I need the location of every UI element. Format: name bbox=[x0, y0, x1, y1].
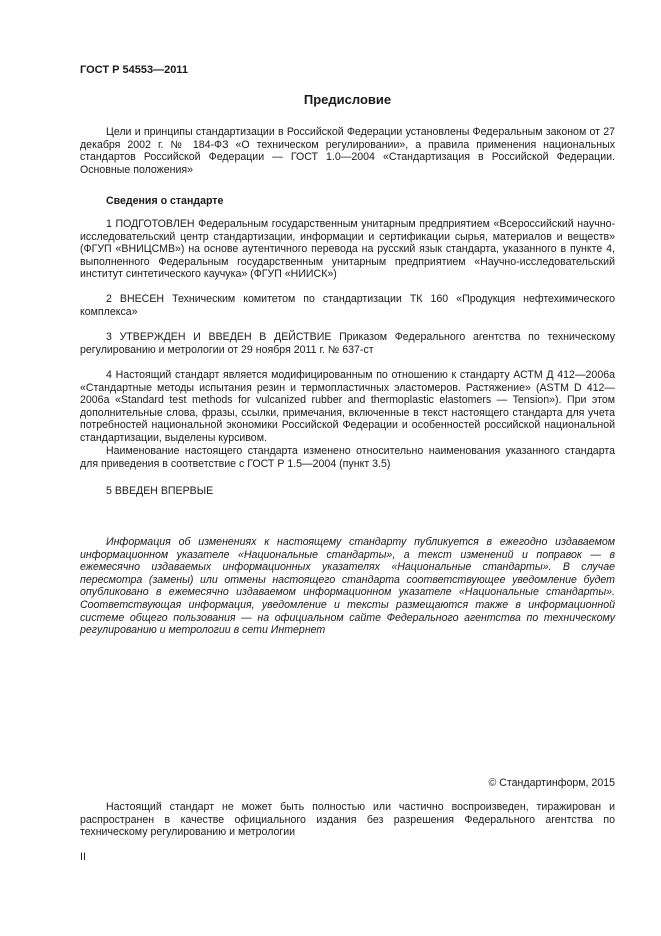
item-4-naming-paragraph: Наименование настоящего стандарта изменено относительно наименования указанного стандарта для приведения в соответствие с ГОСТ Р 1.5—2004 (пункт 3.5) bbox=[80, 445, 615, 470]
section-subheading: Сведения о стандарте bbox=[106, 195, 224, 207]
item-5-paragraph: 5 ВВЕДЕН ВПЕРВЫЕ bbox=[106, 485, 214, 497]
standard-code: ГОСТ Р 54553—2011 bbox=[80, 64, 188, 76]
change-notice-paragraph: Информация об изменениях к настоящему стандарту публикуется в ежегодно издаваемом информационном указателе «Национальные стандарты», а текст изменений и поправок — в ежемесячно издаваемых информационных указателях «Национальные стандарты». В случае пересмотра (замены) или отмены настоящего стандарта соответствующее уведомление будет опубликовано в ежемесячно издаваемом информационном указателе «Национальные стандарты». Соответствующая информация, уведомление и тексты размещаются также в информационной системе общего пользования — на официальном сайте Федерального агентства по техническому регулированию и метрологии в сети Интернет bbox=[80, 536, 615, 637]
page-number: II bbox=[80, 851, 86, 863]
item-1-paragraph: 1 ПОДГОТОВЛЕН Федеральным государственным унитарным предприятием «Всероссийский научно-исследовательский центр стандартизации, информации и сертификации сырья, материалов и веществ» (ФГУП «ВНИЦСМВ») на основе аутентичного перевода на русский язык стандарта, указанного в пункте 4, выполненного Федеральным государственным унитарным предприятием «Научно-исследовательский институт синтетического каучука» (ФГУП «НИИСК») bbox=[80, 218, 615, 281]
item-3-paragraph: 3 УТВЕРЖДЕН И ВВЕДЕН В ДЕЙСТВИЕ Приказом Федерального агентства по техническому регулированию и метрологии от 29 ноября 2011 г. № 637-ст bbox=[80, 331, 615, 356]
page-title: Предисловие bbox=[303, 92, 392, 107]
item-4-paragraph: 4 Настоящий стандарт является модифицированным по отношению к стандарту АСТМ Д 412—2006а «Стандартные методы испытания резин и термопластичных эластомеров. Растяжение» (ASTM D 412—2006a «Standard test methods for vulcanized rubber and thermoplastic elastomers — Tension»). При этом дополнительные слова, фразы, ссылки, примечания, включенные в текст настоящего стандарта для учета потребностей национальной экономики Российской Федерации и особенностей российской национальной стандартизации, выделены курсивом. bbox=[80, 369, 615, 444]
copyright-line: © Стандартинформ, 2015 bbox=[488, 777, 615, 789]
item-2-paragraph: 2 ВНЕСЕН Техническим комитетом по стандартизации ТК 160 «Продукция нефтехимического комплекса» bbox=[80, 293, 615, 318]
intro-paragraph: Цели и принципы стандартизации в Российской Федерации установлены Федеральным законом от 27 декабря 2002 г. № 184-ФЗ «О техническом регулировании», а правила применения национальных стандартов Российской Федерации — ГОСТ 1.0—2004 «Стандартизация в Российской Федерации. Основные положения» bbox=[80, 126, 615, 176]
reproduction-notice: Настоящий стандарт не может быть полностью или частично воспроизведен, тиражирован и распространен в качестве официального издания без разрешения Федерального агентства по техническому регулированию и метрологии bbox=[80, 801, 615, 839]
